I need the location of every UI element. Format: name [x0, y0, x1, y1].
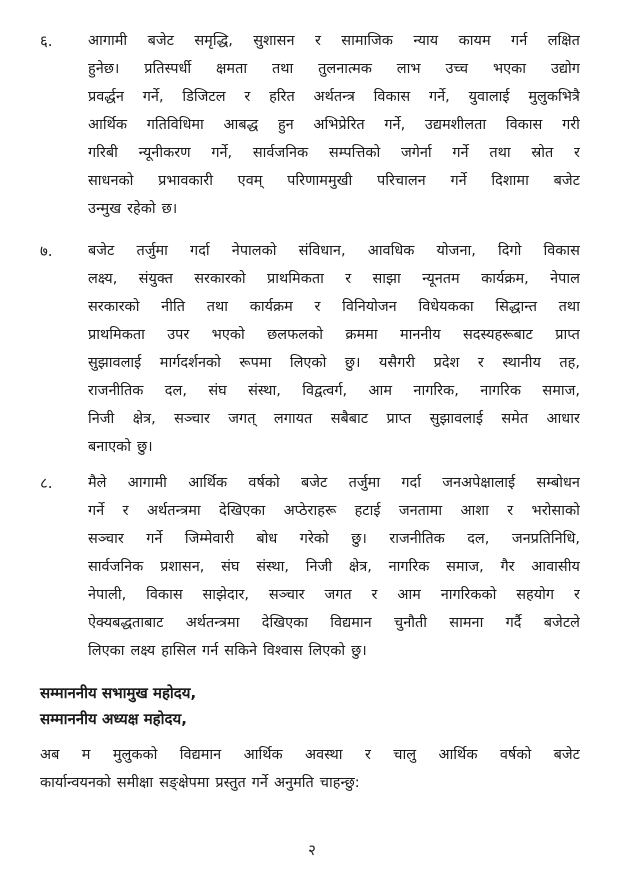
- salutation-chair: सम्माननीय अध्यक्ष महोदय,: [40, 710, 187, 728]
- text-line: नेपाली, विकास साझेदार, सञ्चार जगत र आम नागरिकको सहयोग र: [88, 587, 580, 603]
- text-line: बजेट तर्जुमा गर्दा नेपालको संविधान, आवधिक योजना, दिगो विकास: [88, 243, 580, 259]
- text-line: आगामी बजेट समृद्धि, सुशासन र सामाजिक न्याय कायम गर्न लक्षित: [88, 33, 580, 49]
- paragraph-number: ६.: [40, 32, 53, 50]
- text-line: प्राथमिकता उपर भएको छलफलको क्रममा माननीय सदस्यहरूबाट प्राप्त: [88, 327, 580, 343]
- text-line: गर्ने र अर्थतन्त्रमा देखिएका अप्ठेराहरू हटाई जनतामा आशा र भरोसाको: [88, 503, 580, 519]
- paragraph-number: ७.: [40, 242, 53, 260]
- text-line: प्रवर्द्धन गर्ने, डिजिटल र हरित अर्थतन्त्र विकास गर्ने, युवालाई मुलुकभित्रै: [88, 89, 580, 105]
- text-line: गरिबी न्यूनीकरण गर्ने, सार्वजनिक सम्पत्तिको जगेर्ना गर्ने तथा स्रोत र: [88, 145, 580, 161]
- paragraph-number: ८.: [40, 474, 53, 492]
- text-line: लिएका लक्ष्य हासिल गर्न सकिने विश्वास लिएको छु।: [88, 643, 367, 659]
- text-line: निजी क्षेत्र, सञ्चार जगत् लगायत सबैबाट प्राप्त सुझावलाई समेत आधार: [88, 411, 580, 427]
- text-line: मैले आगामी आर्थिक वर्षको बजेट तर्जुमा गर्दा जनअपेक्षालाई सम्बोधन: [88, 475, 580, 491]
- text-line: कार्यान्वयनको समीक्षा सङ्क्षेपमा प्रस्तुत गर्ने अनुमति चाहन्छु:: [40, 775, 360, 791]
- page-number: २: [308, 841, 316, 859]
- text-line: लक्ष्य, संयुक्त सरकारको प्राथमिकता र साझा न्यूनतम कार्यक्रम, नेपाल: [88, 271, 580, 287]
- text-line: हुनेछ। प्रतिस्पर्धी क्षमता तथा तुलनात्मक लाभ उच्च भएका उद्योग: [88, 61, 580, 77]
- text-line: सञ्चार गर्ने जिम्मेवारी बोध गरेको छु। राजनीतिक दल, जनप्रतिनिधि,: [88, 531, 580, 547]
- text-line: उन्मुख रहेको छ।: [88, 201, 178, 217]
- text-line: आर्थिक गतिविधिमा आबद्ध हुन अभिप्रेरित गर्ने, उद्यमशीलता विकास गरी: [88, 117, 580, 133]
- text-line: राजनीतिक दल, संघ संस्था, विद्वत्वर्ग, आम नागरिक, नागरिक समाज,: [88, 383, 580, 399]
- salutation-speaker: सम्माननीय सभामुख महोदय,: [40, 684, 197, 702]
- text-line: ऐक्यबद्धताबाट अर्थतन्त्रमा देखिएका विद्यमान चुनौती सामना गर्दै बजेटले: [88, 615, 580, 631]
- text-line: अब म मुलुकको विद्यमान आर्थिक अवस्था र चालु आर्थिक वर्षको बजेट: [40, 747, 580, 763]
- text-line: बनाएको छु।: [88, 439, 153, 455]
- text-line: सरकारको नीति तथा कार्यक्रम र विनियोजन विधेयकका सिद्धान्त तथा: [88, 299, 580, 315]
- text-line: साधनको प्रभावकारी एवम् परिणाममुखी परिचालन गर्ने दिशामा बजेट: [88, 173, 580, 189]
- text-line: सार्वजनिक प्रशासन, संघ संस्था, निजी क्षेत्र, नागरिक समाज, गैर आवासीय: [88, 559, 580, 575]
- text-line: सुझावलाई मार्गदर्शनको रूपमा लिएको छु। यसैगरी प्रदेश र स्थानीय तह,: [88, 355, 580, 371]
